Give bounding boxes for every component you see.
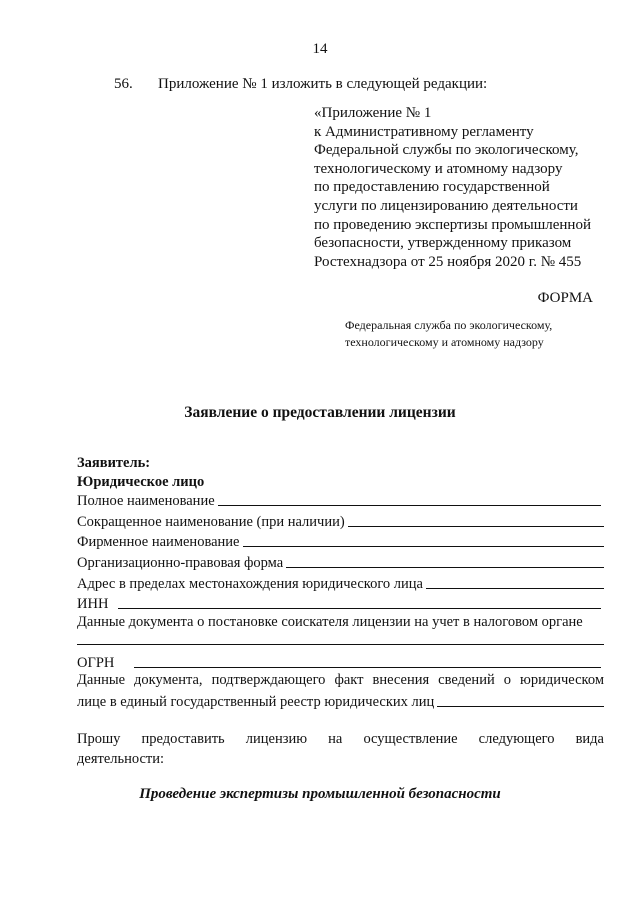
address-field[interactable] <box>77 573 604 593</box>
full-name-line[interactable] <box>218 504 601 506</box>
request-word: вида <box>575 731 604 747</box>
item-text: Приложение № 1 изложить в следующей редакции: <box>158 76 488 92</box>
appendix-line: безопасности, утвержденному приказом <box>314 235 572 252</box>
applicant-label: Заявитель: <box>77 455 151 471</box>
address-label: Адрес в пределах местонахождения юридического лица <box>77 576 423 592</box>
full-name-field[interactable] <box>77 490 601 510</box>
inn-line[interactable] <box>118 607 601 609</box>
ogrn-line[interactable] <box>134 666 601 668</box>
agency-addressee <box>345 317 552 351</box>
entity-label: Юридическое лицо <box>77 474 205 490</box>
tax-doc-label: Данные документа о постановке соискателя лицензии на учет в налоговом органе <box>77 614 583 630</box>
short-name-field[interactable] <box>77 511 604 531</box>
tax-doc-line[interactable] <box>77 644 604 645</box>
registry-doc-line[interactable] <box>437 705 604 707</box>
request-word: следующего <box>478 731 555 747</box>
appendix-line: по проведению экспертизы промышленной <box>314 216 591 233</box>
request-line-1 <box>77 731 604 748</box>
agency-line: технологическому и атомному надзору <box>345 335 544 349</box>
registry-doc-label-2: лице в единый государственный реестр юридических лиц <box>77 694 435 710</box>
document-title: Заявление о предоставлении лицензии <box>184 404 456 421</box>
legal-form-label: Организационно-правовая форма <box>77 555 284 571</box>
appendix-line: технологическому и атомному надзору <box>314 160 563 177</box>
brand-name-field[interactable] <box>77 531 604 551</box>
full-name-label: Полное наименование <box>77 493 215 509</box>
appendix-line: Ростехнадзора от 25 ноября 2020 г. № 455 <box>314 253 582 270</box>
item-number: 56. <box>114 76 133 92</box>
activity-type: Проведение экспертизы промышленной безопасности <box>139 786 501 802</box>
short-name-line[interactable] <box>348 525 604 527</box>
legal-form-field[interactable] <box>77 552 604 572</box>
appendix-reference <box>314 104 591 271</box>
appendix-line: услуги по лицензированию деятельности <box>314 197 578 214</box>
registry-doc-label-1: Данные документа, подтверждающего факт внесения сведений о юридическом <box>77 672 604 688</box>
form-label: ФОРМА <box>537 290 593 306</box>
request-word: лицензию <box>245 731 308 747</box>
short-name-label: Сокращенное наименование (при наличии) <box>77 514 345 530</box>
appendix-line: Федеральной службы по экологическому, <box>314 142 579 159</box>
page-number: 14 <box>312 41 328 57</box>
inn-label: ИНН <box>77 596 109 612</box>
request-word: Прошу <box>77 731 121 747</box>
address-line[interactable] <box>426 587 604 589</box>
appendix-line: «Приложение № 1 <box>314 105 432 121</box>
ogrn-field[interactable] <box>77 652 601 672</box>
request-word: предоставить <box>141 731 225 747</box>
request-line-2: деятельности: <box>77 751 165 767</box>
agency-line: Федеральная служба по экологическому, <box>345 318 553 332</box>
brand-name-label: Фирменное наименование <box>77 534 240 550</box>
ogrn-label: ОГРН <box>77 655 115 671</box>
legal-form-line[interactable] <box>286 566 604 568</box>
brand-name-line[interactable] <box>243 545 605 547</box>
request-word: на <box>328 731 343 747</box>
request-word: осуществление <box>363 731 458 747</box>
item-56 <box>114 76 487 93</box>
appendix-line: по предоставлению государственной <box>314 179 550 196</box>
appendix-line: к Административному регламенту <box>314 123 534 140</box>
inn-field[interactable] <box>77 593 601 613</box>
registry-doc-field[interactable] <box>77 691 604 711</box>
